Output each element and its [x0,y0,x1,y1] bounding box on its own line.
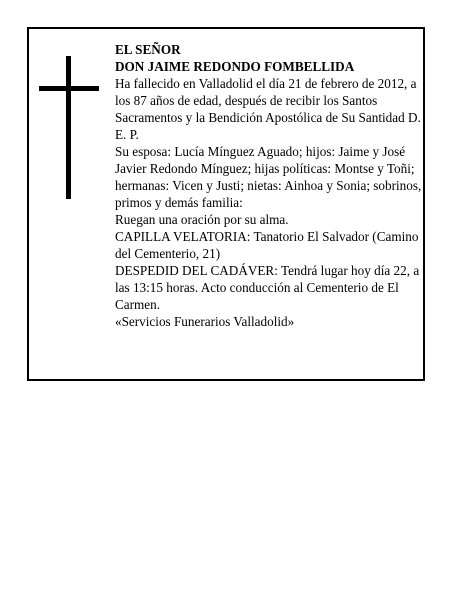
funeral-services-credit: «Servicios Funerarios Valladolid» [115,314,295,329]
obituary-text [115,41,423,330]
funeral-details: DESPEDID DEL CADÁVER: Tendrá lugar hoy día 22, a las 13:15 horas. Acto conducción al Cementerio de El Carmen. [115,263,420,312]
title-line-1: EL SEÑOR [115,42,181,57]
cross-horizontal-bar [39,86,99,91]
deceased-name: DON JAIME REDONDO FOMBELLIDA [115,59,355,74]
prayer-request: Ruegan una oración por su alma. [115,212,289,227]
wake-location: CAPILLA VELATORIA: Tanatorio El Salvador (Camino del Cementerio, 21) [115,229,419,261]
cross-vertical-bar [66,56,71,199]
death-announcement: Ha fallecido en Valladolid el día 21 de febrero de 2012, a los 87 años de edad, después de recibir los Santos Sacramentos y la Bendición Apostólica de Su Santidad D. E. P. [115,76,421,142]
cross-icon [39,56,99,199]
obituary-notice [27,27,425,381]
family-list: Su esposa: Lucía Mínguez Aguado; hijos: Jaime y José Javier Redondo Mínguez; hijas políticas: Montse y Toñi; hermanas: Vicen y Justi; nietas: Ainhoa y Sonia; sobrinos, primos y demás familia: [115,144,422,210]
